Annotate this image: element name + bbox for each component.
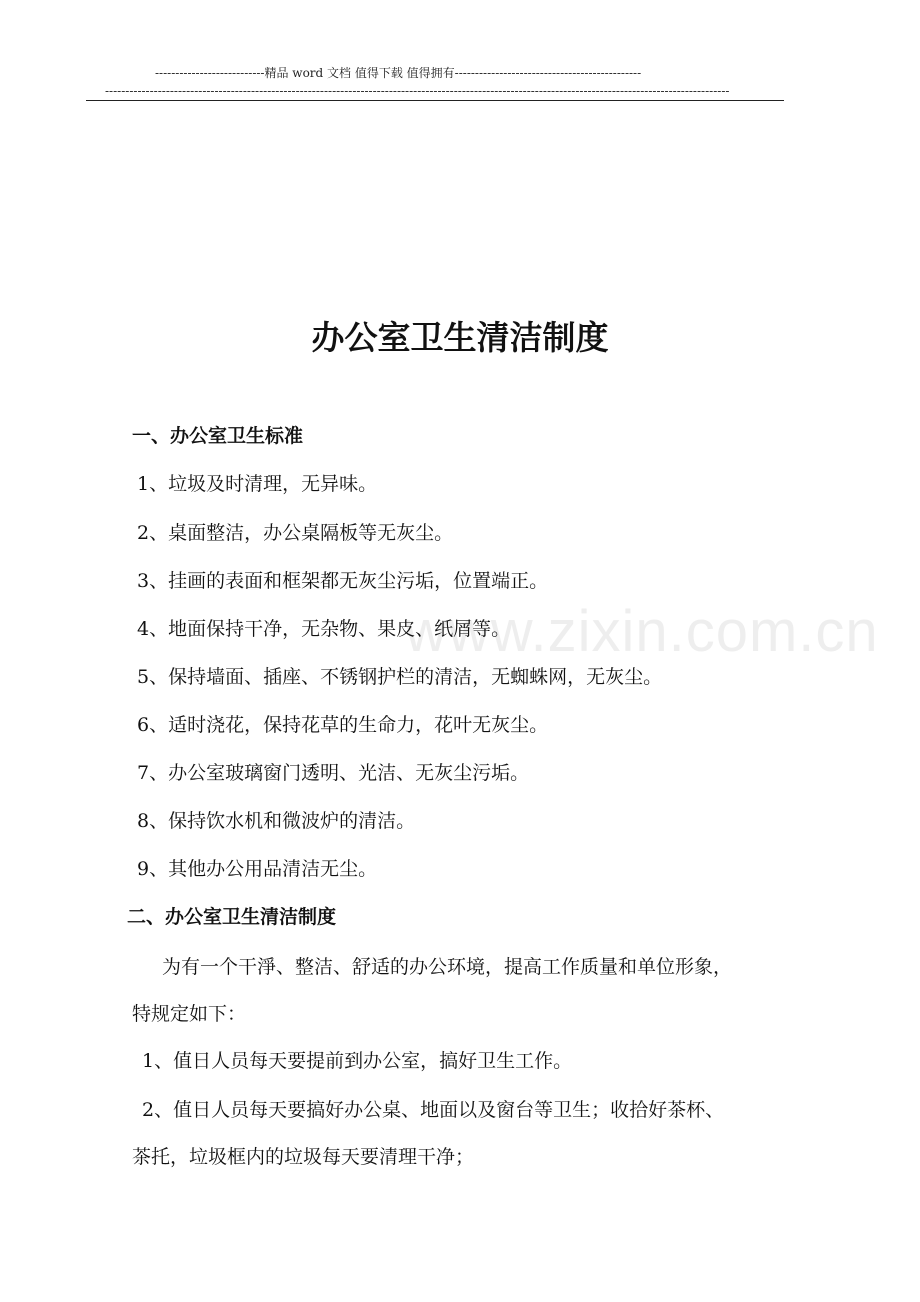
section-2-heading: 二、办公室卫生清洁制度 bbox=[127, 906, 337, 928]
section-2-intro-line-2: 特规定如下： bbox=[132, 1003, 247, 1025]
section-1-item-7: 7、办公室玻璃窗门透明、光洁、无灰尘污垢。 bbox=[137, 762, 530, 784]
document-title: 办公室卫生清洁制度 bbox=[311, 318, 609, 357]
header-divider bbox=[86, 100, 784, 101]
section-1-item-4: 4、地面保持干净，无杂物、果皮、纸屑等。 bbox=[137, 618, 511, 640]
section-1-item-6: 6、适时浇花，保持花草的生命力，花叶无灰尘。 bbox=[137, 714, 549, 736]
section-2-item-2-line-2: 茶托，垃圾框内的垃圾每天要清理干净； bbox=[132, 1146, 475, 1168]
page-header-banner: ---------------------------精品 word 文档 值得下载 值得拥有---------------------------------------------- bbox=[155, 66, 642, 80]
section-2-intro-line-1: 为有一个干淨、整洁、舒适的办公环境，提高工作质量和单位形象， bbox=[162, 956, 733, 978]
section-1-heading: 一、办公室卫生标准 bbox=[132, 425, 304, 447]
page-header-dashes: ---------------------------------------------------------------------------------------------------------------------------------------------------------- bbox=[105, 84, 730, 98]
section-1-item-5: 5、保持墙面、插座、不锈钢护栏的清洁，无蜘蛛网，无灰尘。 bbox=[137, 666, 663, 688]
watermark: www.zixin.com.cn bbox=[405, 599, 879, 664]
section-2-item-1: 1、值日人员每天要提前到办公室，搞好卫生工作。 bbox=[142, 1050, 573, 1072]
section-1-item-1: 1、垃圾及时清理，无异味。 bbox=[137, 473, 378, 495]
section-1-item-2: 2、桌面整洁，办公桌隔板等无灰尘。 bbox=[137, 522, 454, 544]
section-2-item-2-line-1: 2、值日人员每天要搞好办公桌、地面以及窗台等卫生；收拾好茶杯、 bbox=[142, 1099, 725, 1121]
section-1-item-3: 3、挂画的表面和框架都无灰尘污垢，位置端正。 bbox=[137, 570, 549, 592]
section-1-item-8: 8、保持饮水机和微波炉的清洁。 bbox=[137, 810, 416, 832]
section-1-item-9: 9、其他办公用品清洁无尘。 bbox=[137, 858, 378, 880]
